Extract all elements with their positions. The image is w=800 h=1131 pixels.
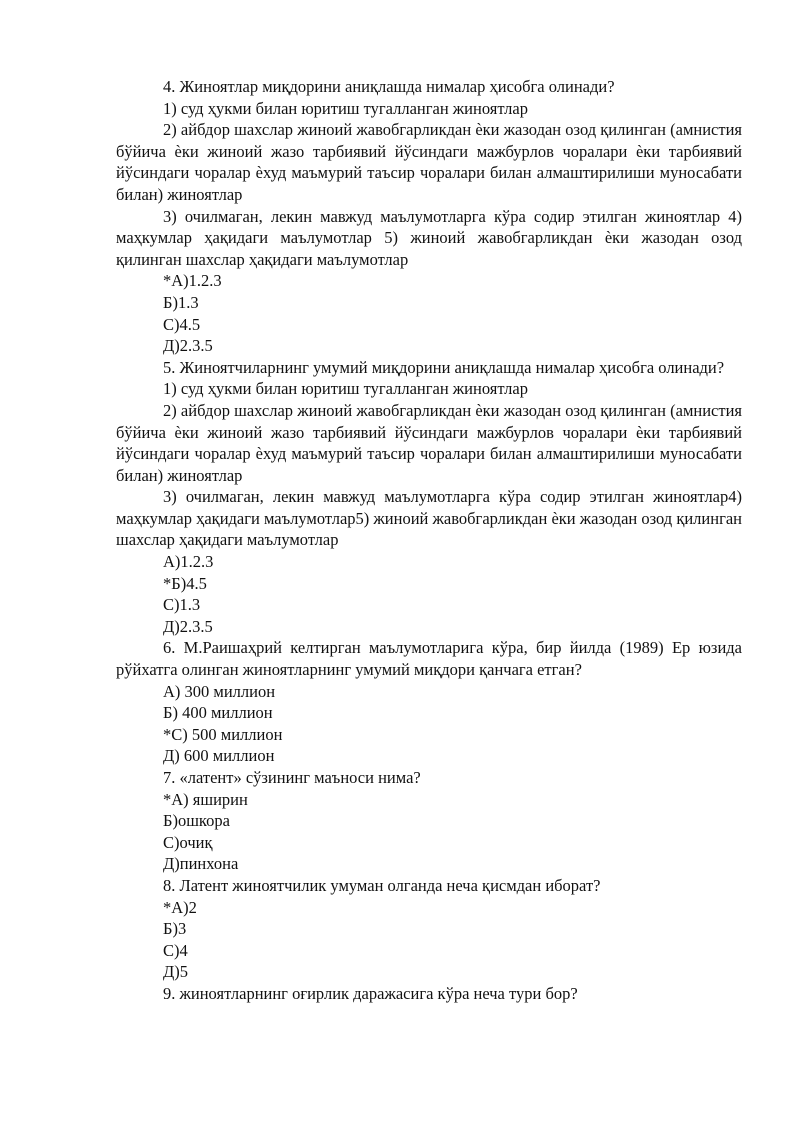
question-text: 6. М.Раишаҳрий келтирган маълумотларига кўра, бир йилда (1989) Ер юзида рўйхатга олинган жиноятларнинг умумий миқдори қанчага етган? (116, 638, 742, 680)
answer-option: *Б)4.5 (163, 573, 207, 593)
answer-option: С)очиқ (163, 832, 213, 852)
answer-option: Д)пинхона (163, 854, 239, 874)
answer-option: Д) 600 миллион (163, 746, 275, 766)
statement-item: 1) суд ҳукми билан юритиш тугалланган жиноятлар (163, 98, 528, 118)
answer-option: С)4.5 (163, 314, 201, 334)
answer-option: Б)ошкора (163, 811, 230, 831)
answer-option: Б)1.3 (163, 292, 199, 312)
question-block (116, 76, 742, 357)
answer-option: Д)5 (163, 962, 188, 982)
statement-item: 2) айбдор шахслар жиноий жавобгарликдан ѐки жазодан озод қилинган (амнистия бўйича ѐки жиноий жазо тарбиявий йўсиндаги мажбурлов чоралари ѐки тарбиявий йўсиндаги чоралар ѐхуд маъмурий таъсир чоралари билан алмаштирилиши муносабати билан) жиноятлар (116, 120, 742, 204)
question-block (116, 767, 742, 875)
answer-option: Д)2.3.5 (163, 336, 213, 356)
statement-item: 3) очилмаган, лекин мавжуд маълумотларга кўра содир этилган жиноятлар 4) маҳкумлар ҳақидаги маълумотлар 5) жиноий жавобгарликдан ѐки жазодан озод қилинган шахслар ҳақидаги маълумотлар (116, 206, 742, 269)
answer-option: Б)3 (163, 919, 187, 939)
document-body (116, 76, 742, 1005)
answer-option: *А)1.2.3 (163, 271, 222, 291)
answer-option: А) 300 миллион (163, 681, 276, 701)
answer-option: Д)2.3.5 (163, 616, 213, 636)
answer-option: *С) 500 миллион (163, 724, 283, 744)
answer-option: *А) яширин (163, 789, 248, 809)
answer-option: А)1.2.3 (163, 552, 214, 572)
statement-item: 3) очилмаган, лекин мавжуд маълумотларга кўра содир этилган жиноятлар4) маҳкумлар ҳақидаги маълумотлар5) жиноий жавобгарликдан ѐки жазодан озод қилинган шахслар ҳақидаги маълумотлар (116, 487, 742, 550)
statement-item: 1) суд ҳукми билан юритиш тугалланган жиноятлар (163, 379, 528, 399)
statement-item: 2) айбдор шахслар жиноий жавобгарликдан ѐки жазодан озод қилинган (амнистия бўйича ѐки жиноий жазо тарбиявий йўсиндаги мажбурлов чоралари ѐки тарбиявий йўсиндаги чоралар ѐхуд маъмурий таъсир чоралари билан алмаштирилиши муносабати билан) жиноятлар (116, 400, 742, 485)
question-text: 8. Латент жиноятчилик умуман олганда неча қисмдан иборат? (163, 875, 601, 895)
question-block (116, 357, 742, 638)
question-block (116, 875, 742, 983)
question-block (116, 637, 742, 767)
answer-option: С)1.3 (163, 595, 201, 615)
question-text: 9. жиноятларнинг оғирлик даражасига кўра неча тури бор? (163, 983, 578, 1003)
answer-option: Б) 400 миллион (163, 703, 273, 723)
question-text: 4. Жиноятлар миқдорини аниқлашда нималар ҳисобга олинади? (163, 77, 615, 96)
question-text: 5. Жиноятчиларнинг умумий миқдорини аниқлашда нималар ҳисобга олинади? (163, 357, 725, 377)
answer-option: С)4 (163, 940, 188, 960)
question-text: 7. «латент» сўзининг маъноси нима? (163, 768, 421, 787)
question-block (116, 983, 742, 1005)
answer-option: *А)2 (163, 897, 197, 917)
